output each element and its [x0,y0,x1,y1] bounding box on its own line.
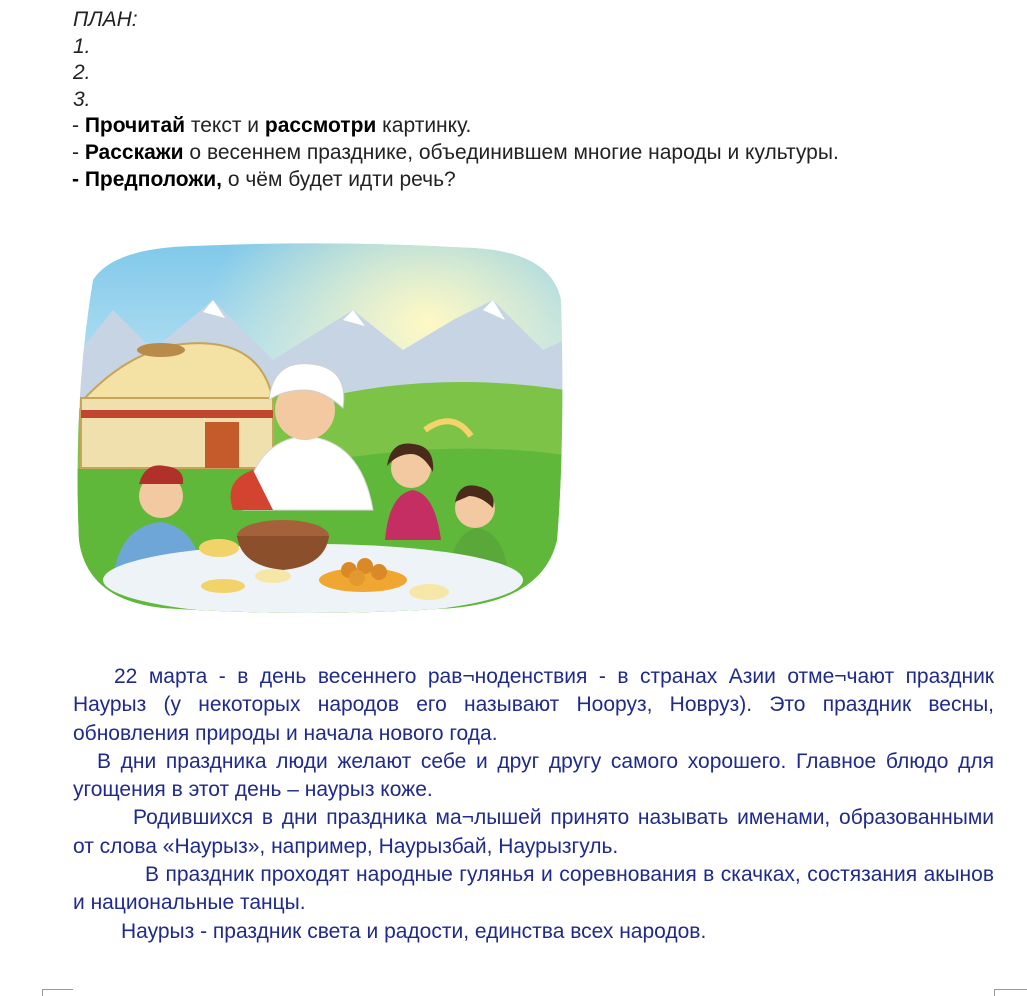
task-verb: Расскажи [84,141,184,164]
paragraph: 22 марта - в день весеннего рав¬ноденствия - в странах Азии отме¬чают праздник Наурыз (у некоторых народов его называют Нооруз, Новруз). Это праздник весны, обновления природы и начала нового года. [73,665,994,745]
task-dash: - [72,114,85,137]
task-verb: Предположи, [84,168,222,191]
plan-item-2: 2. [73,61,91,85]
task-read [72,112,839,139]
small-bowl [199,539,239,557]
task-list [72,112,839,193]
paragraph: В дни праздника люди желают себе и друг другу самого хорошего. Главное блюдо для угощения в этот день – наурыз коже. [73,749,994,802]
task-text-2: картинку. [376,114,472,137]
task-verb: Прочитай [84,114,186,137]
task-dash: - [72,141,85,164]
main-text [73,663,994,946]
small-bowl [409,584,449,600]
plan-item-1: 1. [73,34,91,58]
paragraph: Наурыз - праздник света и радости, единства всех народов. [121,919,707,943]
task-dash: - [72,168,85,191]
paragraph: В праздник проходят народные гулянья и соревнования в скачках, состязания акынов и национальные танцы. [73,863,994,915]
task-text: о весеннем празднике, объединившем многие народы и культуры. [183,141,839,164]
task-text: о чём будет идти речь? [222,168,456,191]
paragraph: Родившихся в дни праздника ма¬лышей принято называть именами, образованными от слова «Наурыз», например, Наурызбай, Наурызгуль. [73,806,994,858]
task-guess [72,166,839,193]
nauryz-illustration [73,240,565,620]
plan-block [73,6,138,113]
sweets-plate [201,579,245,593]
small-bowl [255,569,291,583]
plan-item-3: 3. [73,88,91,112]
task-text: текст и [185,114,265,137]
task-tell [72,139,839,166]
plan-title: ПЛАН: [73,8,138,31]
task-verb-2: рассмотри [264,114,377,137]
